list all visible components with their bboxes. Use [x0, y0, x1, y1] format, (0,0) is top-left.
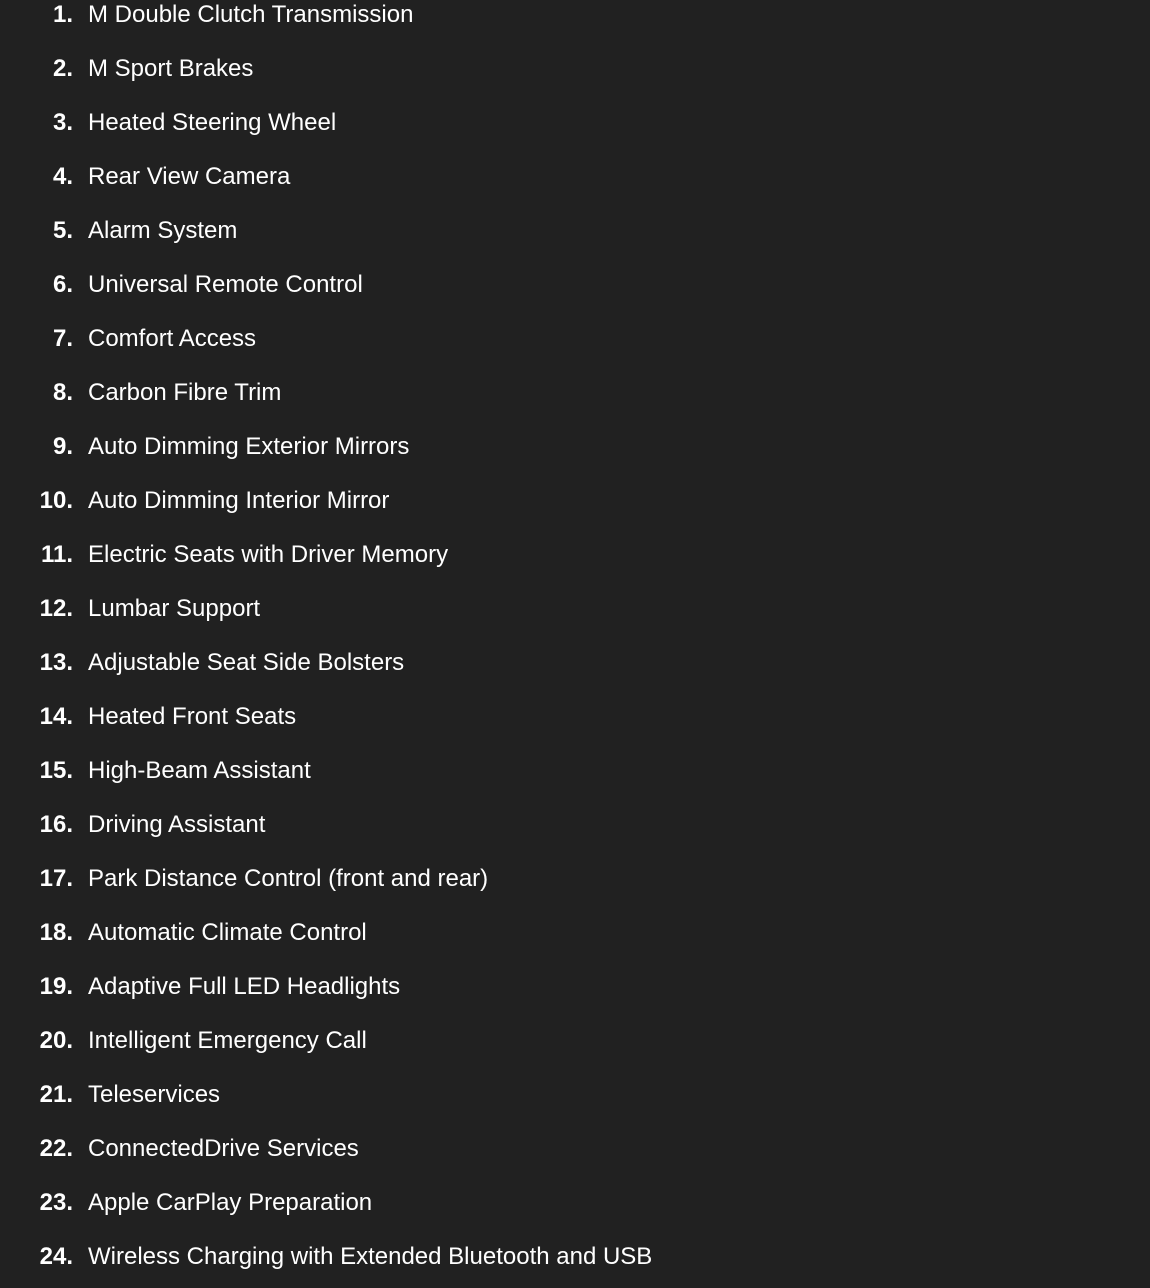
item-number: 22.	[39, 1135, 73, 1162]
item-label: Comfort Access	[88, 325, 257, 352]
item-number: 6.	[52, 271, 73, 298]
list-item	[0, 852, 1150, 906]
item-number: 13.	[39, 649, 73, 676]
item-label: ConnectedDrive Services	[88, 1135, 359, 1162]
list-item	[0, 690, 1150, 744]
list-item	[0, 744, 1150, 798]
item-label: M Double Clutch Transmission	[88, 1, 414, 28]
item-number: 10.	[39, 487, 73, 514]
item-number: 9.	[52, 433, 73, 460]
item-label: Wireless Charging with Extended Bluetooth and USB	[88, 1243, 653, 1270]
item-number: 18.	[39, 919, 73, 946]
item-number: 3.	[52, 109, 73, 136]
list-item	[0, 960, 1150, 1014]
item-number: 8.	[52, 379, 73, 406]
item-number: 16.	[39, 811, 73, 838]
item-label: Rear View Camera	[88, 163, 291, 190]
list-item	[0, 528, 1150, 582]
item-label: Apple CarPlay Preparation	[88, 1189, 373, 1216]
item-number: 23.	[39, 1189, 73, 1216]
list-item	[0, 0, 1150, 42]
list-item	[0, 906, 1150, 960]
item-number: 4.	[52, 163, 73, 190]
list-item	[0, 366, 1150, 420]
list-item	[0, 420, 1150, 474]
item-number: 19.	[39, 973, 73, 1000]
item-number: 5.	[52, 217, 73, 244]
item-label: Adaptive Full LED Headlights	[88, 973, 401, 1000]
item-label: Teleservices	[88, 1081, 221, 1108]
item-label: Universal Remote Control	[88, 271, 363, 298]
item-label: Electric Seats with Driver Memory	[88, 541, 449, 568]
item-label: Auto Dimming Exterior Mirrors	[88, 433, 410, 460]
list-item	[0, 96, 1150, 150]
item-number: 20.	[39, 1027, 73, 1054]
item-label: Heated Steering Wheel	[88, 109, 337, 136]
item-label: Heated Front Seats	[88, 703, 297, 730]
list-item	[0, 1068, 1150, 1122]
list-item	[0, 582, 1150, 636]
item-number: 12.	[39, 595, 73, 622]
list-item	[0, 312, 1150, 366]
item-label: Alarm System	[88, 217, 238, 244]
item-number: 24.	[39, 1243, 73, 1270]
item-number: 1.	[52, 1, 73, 28]
list-item	[0, 1014, 1150, 1068]
item-number: 15.	[39, 757, 73, 784]
item-label: Carbon Fibre Trim	[88, 379, 282, 406]
item-label: Auto Dimming Interior Mirror	[88, 487, 390, 514]
item-number: 7.	[52, 325, 73, 352]
list-item	[0, 258, 1150, 312]
list-item	[0, 636, 1150, 690]
item-label: Intelligent Emergency Call	[88, 1027, 367, 1054]
item-number: 21.	[39, 1081, 73, 1108]
item-label: Driving Assistant	[88, 811, 266, 838]
item-label: Adjustable Seat Side Bolsters	[88, 649, 405, 676]
list-item	[0, 1122, 1150, 1176]
item-label: Park Distance Control (front and rear)	[88, 865, 489, 892]
item-label: M Sport Brakes	[88, 55, 254, 82]
list-item	[0, 474, 1150, 528]
item-number: 14.	[39, 703, 73, 730]
item-number: 17.	[39, 865, 73, 892]
list-item	[0, 1230, 1150, 1284]
item-label: Automatic Climate Control	[88, 919, 367, 946]
list-item	[0, 798, 1150, 852]
list-item	[0, 204, 1150, 258]
list-item	[0, 1176, 1150, 1230]
list-item	[0, 150, 1150, 204]
item-label: High-Beam Assistant	[88, 757, 311, 784]
item-label: Lumbar Support	[88, 595, 261, 622]
list-item	[0, 42, 1150, 96]
item-number: 11.	[40, 541, 73, 568]
item-number: 2.	[52, 55, 73, 82]
